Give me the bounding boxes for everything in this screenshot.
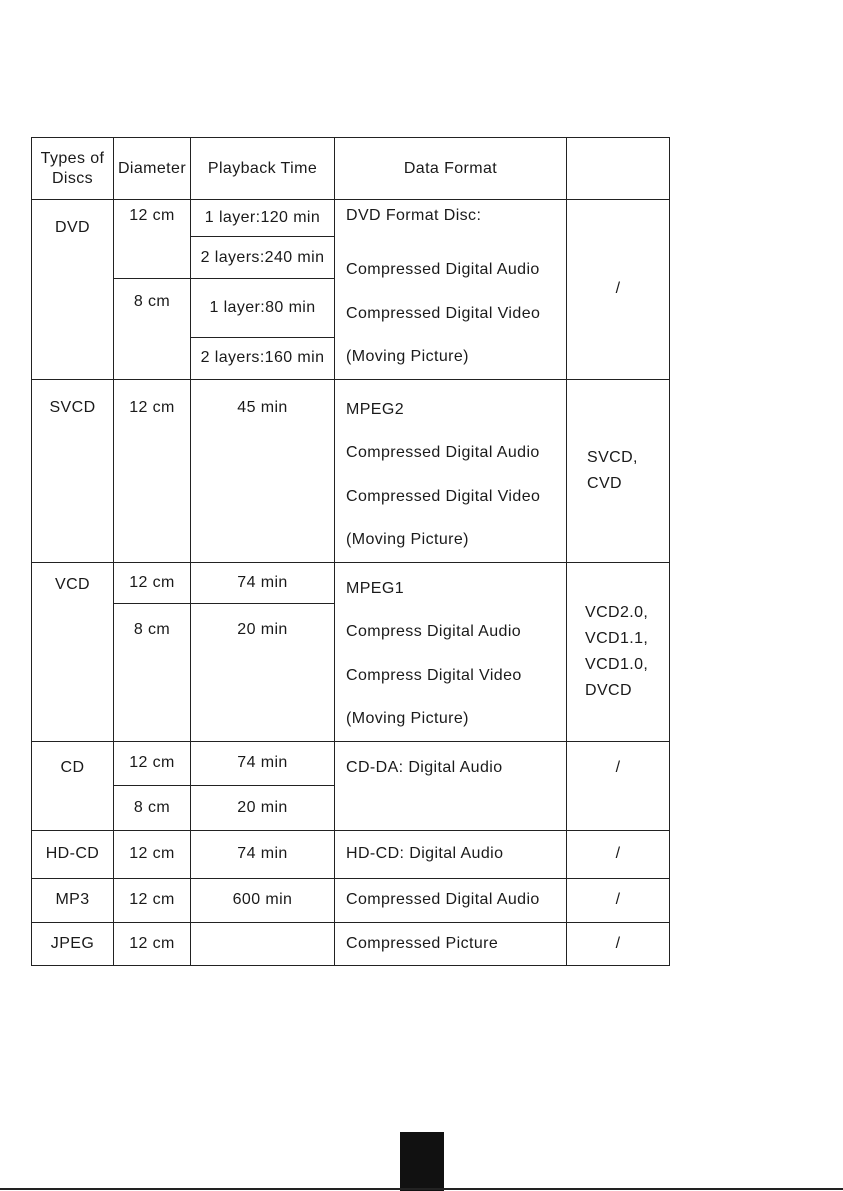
cd-data-format: CD-DA: Digital Audio (335, 741, 567, 830)
vcd-playback-1: 74 min (191, 562, 335, 603)
header-playback-time: Playback Time (191, 138, 335, 200)
jpeg-extra: / (567, 922, 670, 965)
dvd-diameter-8: 8 cm (114, 279, 191, 380)
jpeg-playback (191, 922, 335, 965)
table-row (32, 741, 670, 785)
dvd-type: DVD (32, 200, 114, 380)
table-row (32, 379, 670, 562)
svcd-type: SVCD (32, 379, 114, 562)
dvd-playback-2: 2 layers:240 min (191, 237, 335, 279)
mp3-type: MP3 (32, 878, 114, 922)
svcd-diameter: 12 cm (114, 379, 191, 562)
svcd-data-format: MPEG2 Compressed Digital Audio Compressed Digital Video (Moving Picture) (335, 379, 567, 562)
dvd-data-format: DVD Format Disc: Compressed Digital Audio Compressed Digital Video (Moving Picture) (335, 200, 567, 380)
header-diameter: Diameter (114, 138, 191, 200)
dvd-extra: / (567, 200, 670, 380)
hdcd-data-format: HD-CD: Digital Audio (335, 830, 567, 878)
cd-diameter-8: 8 cm (114, 785, 191, 830)
vcd-diameter-8: 8 cm (114, 603, 191, 741)
mp3-data-format: Compressed Digital Audio (335, 878, 567, 922)
disc-types-table (31, 137, 670, 966)
table-row (32, 878, 670, 922)
vcd-diameter-12: 12 cm (114, 562, 191, 603)
jpeg-data-format: Compressed Picture (335, 922, 567, 965)
table-row (32, 922, 670, 965)
mp3-extra: / (567, 878, 670, 922)
cd-diameter-12: 12 cm (114, 741, 191, 785)
header-extra (567, 138, 670, 200)
mp3-playback: 600 min (191, 878, 335, 922)
vcd-playback-2: 20 min (191, 603, 335, 741)
mp3-diameter: 12 cm (114, 878, 191, 922)
svcd-playback: 45 min (191, 379, 335, 562)
dvd-diameter-12: 12 cm (114, 200, 191, 279)
table-row (32, 200, 670, 237)
header-data-format: Data Format (335, 138, 567, 200)
dvd-playback-4: 2 layers:160 min (191, 337, 335, 379)
vcd-type: VCD (32, 562, 114, 741)
page-tab-marker (400, 1132, 444, 1191)
vcd-data-format: MPEG1 Compress Digital Audio Compress Digital Video (Moving Picture) (335, 562, 567, 741)
table-row (32, 830, 670, 878)
jpeg-type: JPEG (32, 922, 114, 965)
hdcd-type: HD-CD (32, 830, 114, 878)
table-row (32, 562, 670, 603)
hdcd-playback: 74 min (191, 830, 335, 878)
cd-type: CD (32, 741, 114, 830)
dvd-playback-3: 1 layer:80 min (191, 279, 335, 338)
jpeg-diameter: 12 cm (114, 922, 191, 965)
hdcd-diameter: 12 cm (114, 830, 191, 878)
header-types-of-discs: Types of Discs (32, 138, 114, 200)
cd-playback-2: 20 min (191, 785, 335, 830)
header-row (32, 138, 670, 200)
dvd-playback-1: 1 layer:120 min (191, 200, 335, 237)
vcd-extra: VCD2.0, VCD1.1, VCD1.0, DVCD (567, 562, 670, 741)
page-bottom-rule (0, 1188, 843, 1190)
cd-playback-1: 74 min (191, 741, 335, 785)
svcd-extra: SVCD, CVD (567, 379, 670, 562)
cd-extra: / (567, 741, 670, 830)
hdcd-extra: / (567, 830, 670, 878)
